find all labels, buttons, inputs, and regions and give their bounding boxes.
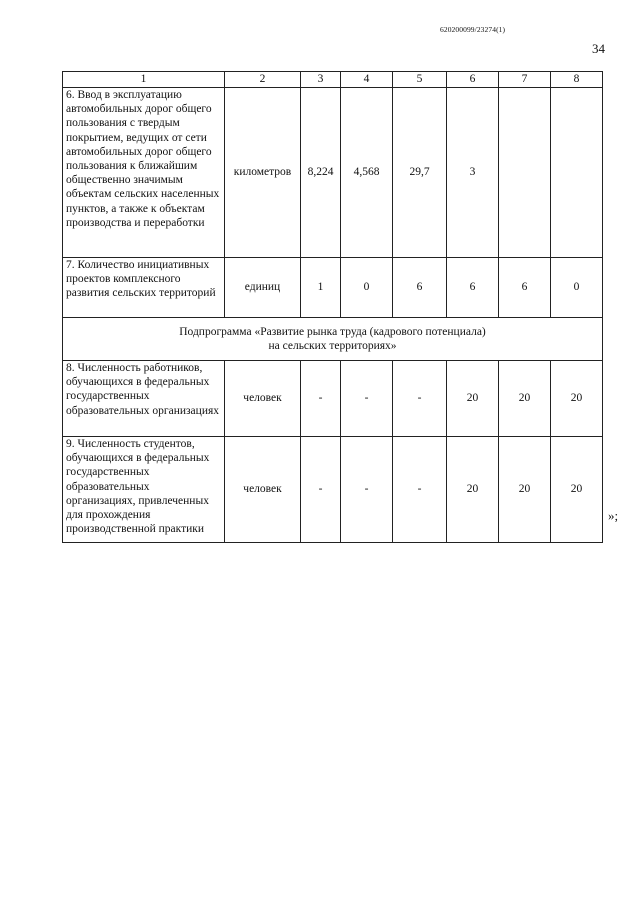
value-cell: - bbox=[393, 361, 447, 437]
header-cell: 4 bbox=[341, 72, 393, 88]
value-cell: - bbox=[301, 361, 341, 437]
value-cell: 4,568 bbox=[341, 88, 393, 258]
closing-quote-mark: »; bbox=[608, 508, 619, 523]
value-cell: 0 bbox=[341, 258, 393, 318]
subprogram-row bbox=[63, 318, 603, 361]
document-id: 620200099/23274(1) bbox=[440, 25, 506, 34]
indicator-description: 6. Ввод в эксплуатацию автомобильных дорог общего пользования с твердым покрытием, ведущих от сети автомобильных дорог общего пользования к ближайшим общественно значимым объектам сельских населенных пунктов, а также к объектам производства и переработки bbox=[63, 88, 225, 258]
value-cell: 0 bbox=[551, 258, 603, 318]
value-cell: - bbox=[341, 361, 393, 437]
value-cell: - bbox=[393, 437, 447, 543]
value-cell: 8,224 bbox=[301, 88, 341, 258]
value-cell: 20 bbox=[447, 361, 499, 437]
unit-cell: километров bbox=[225, 88, 301, 258]
value-cell: - bbox=[301, 437, 341, 543]
value-cell: 29,7 bbox=[393, 88, 447, 258]
header-cell: 6 bbox=[447, 72, 499, 88]
unit-cell: единиц bbox=[225, 258, 301, 318]
page-number: 34 bbox=[592, 41, 605, 56]
indicators-table bbox=[62, 71, 603, 543]
table-row bbox=[63, 258, 603, 318]
value-cell: 3 bbox=[447, 88, 499, 258]
subprogram-heading bbox=[63, 318, 603, 361]
header-cell: 2 bbox=[225, 72, 301, 88]
value-cell bbox=[499, 88, 551, 258]
value-cell: 20 bbox=[551, 361, 603, 437]
table-header-row bbox=[63, 72, 603, 88]
unit-cell: человек bbox=[225, 437, 301, 543]
unit-cell: человек bbox=[225, 361, 301, 437]
value-cell: 20 bbox=[499, 437, 551, 543]
table-row bbox=[63, 361, 603, 437]
header-cell: 7 bbox=[499, 72, 551, 88]
header-cell: 5 bbox=[393, 72, 447, 88]
value-cell: - bbox=[341, 437, 393, 543]
value-cell: 6 bbox=[499, 258, 551, 318]
header-cell: 1 bbox=[63, 72, 225, 88]
subprogram-title-line2: на сельских территориях» bbox=[268, 340, 397, 352]
subprogram-title-line1: Подпрограмма «Развитие рынка труда (кадрового потенциала) bbox=[179, 325, 486, 338]
value-cell: 20 bbox=[499, 361, 551, 437]
value-cell: 6 bbox=[447, 258, 499, 318]
value-cell: 20 bbox=[447, 437, 499, 543]
table-row bbox=[63, 88, 603, 258]
table-row bbox=[63, 437, 603, 543]
value-cell: 20 bbox=[551, 437, 603, 543]
value-cell: 6 bbox=[393, 258, 447, 318]
indicator-description: 9. Численность студентов, обучающихся в федеральных государственных образовательных организациях, привлеченных для прохождения производственной практики bbox=[63, 437, 225, 543]
indicator-description: 8. Численность работников, обучающихся в федеральных государственных образовательных организациях bbox=[63, 361, 225, 437]
value-cell bbox=[551, 88, 603, 258]
value-cell: 1 bbox=[301, 258, 341, 318]
header-cell: 8 bbox=[551, 72, 603, 88]
indicator-description: 7. Количество инициативных проектов комплексного развития сельских территорий bbox=[63, 258, 225, 318]
header-cell: 3 bbox=[301, 72, 341, 88]
